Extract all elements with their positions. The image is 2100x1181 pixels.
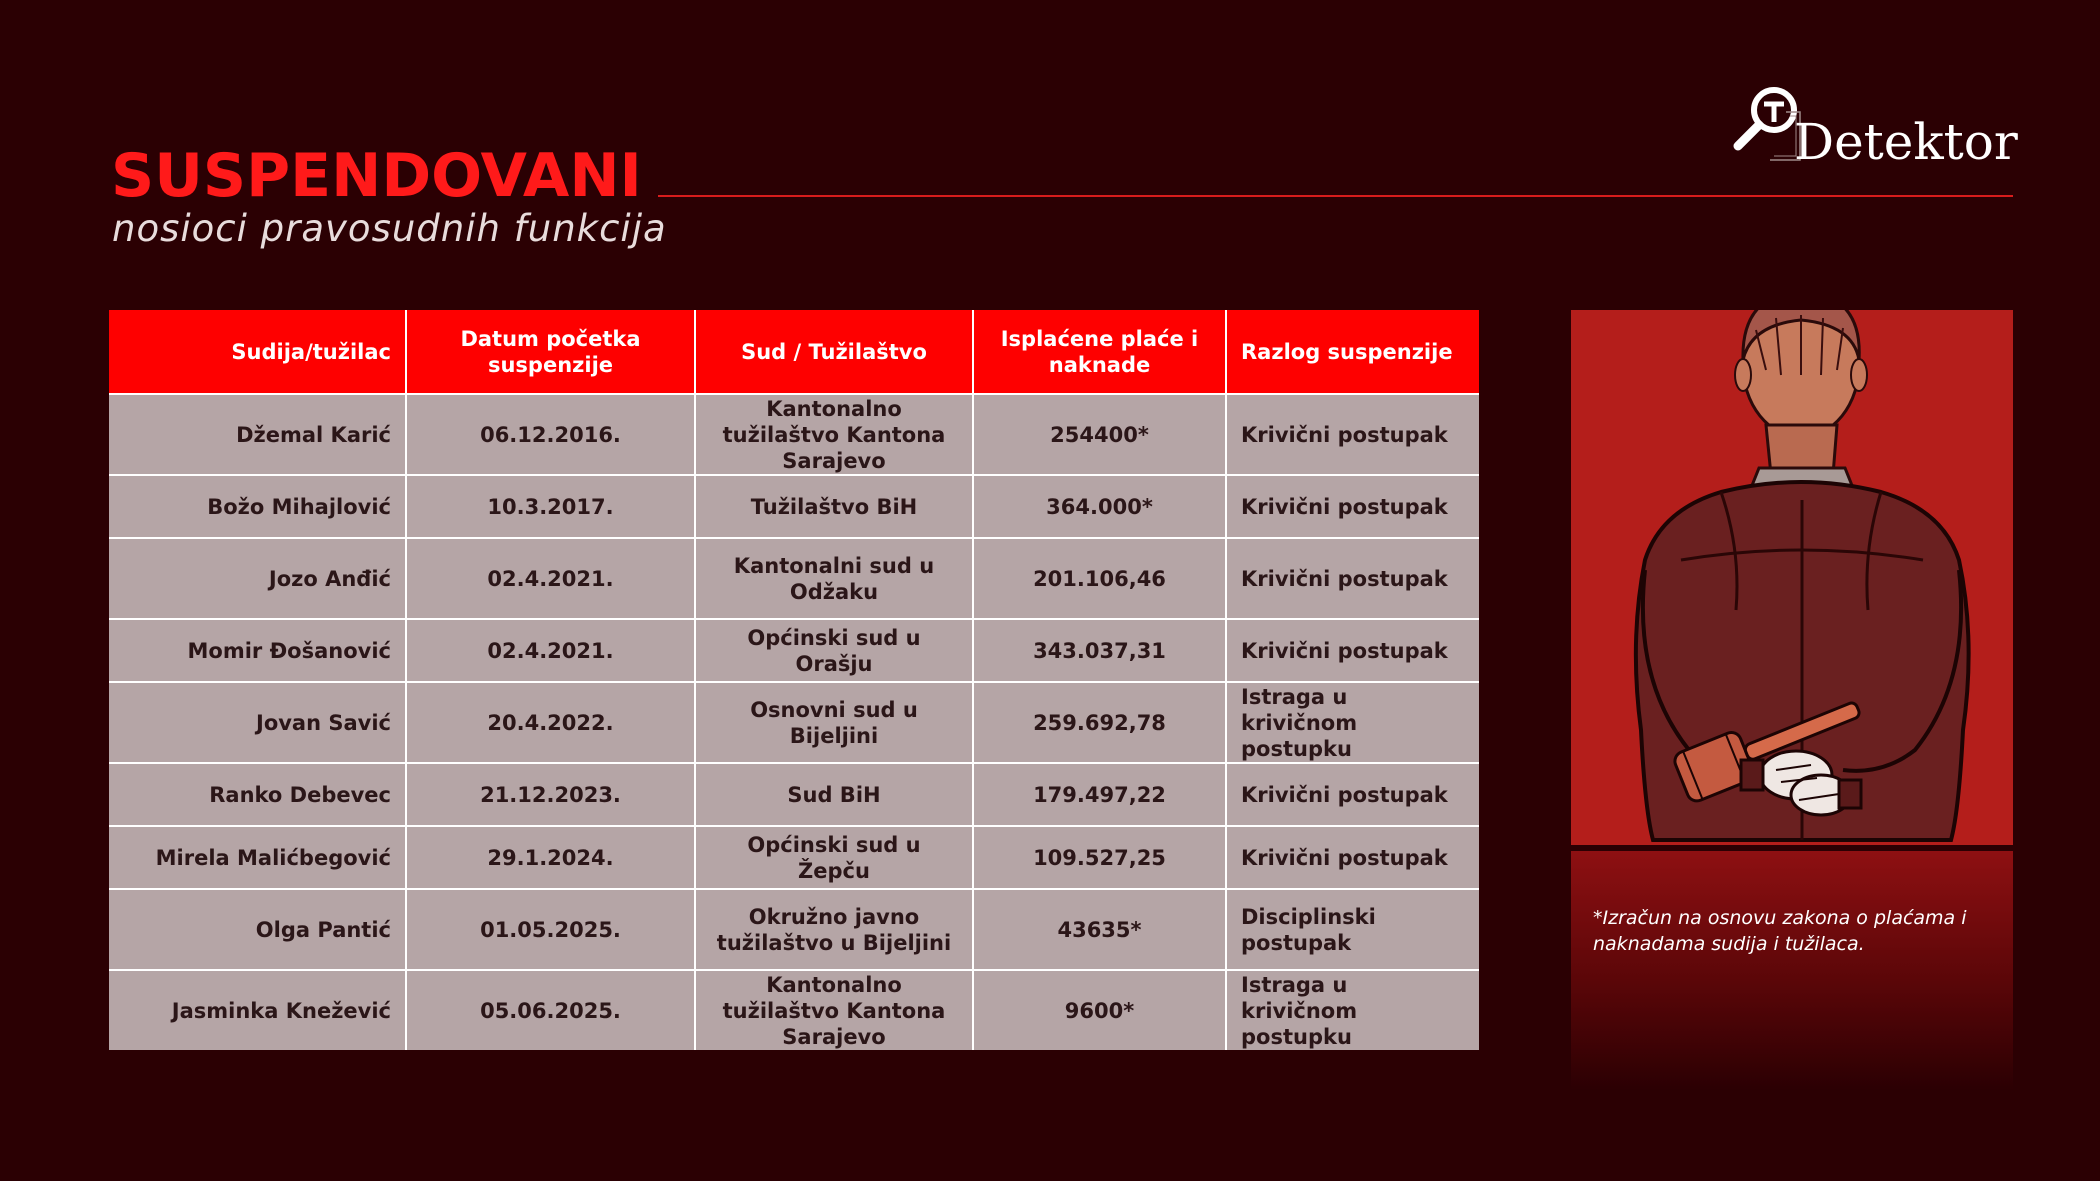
footnote-box: [1571, 851, 2013, 1090]
cell-reason: Krivični postupak: [1226, 475, 1479, 538]
cell-court: Kantonalno tužilaštvo Kantona Sarajevo: [695, 394, 973, 475]
cell-reason: Krivični postupak: [1226, 826, 1479, 889]
cell-name: Jovan Savić: [109, 682, 406, 763]
cell-paid: 259.692,78: [973, 682, 1226, 763]
cell-paid: 9600*: [973, 970, 1226, 1050]
judge-with-gavel-illustration: [1571, 310, 2013, 845]
cell-name: Božo Mihajlović: [109, 475, 406, 538]
table-row: [109, 619, 1479, 682]
cell-date: 02.4.2021.: [406, 619, 695, 682]
cell-reason: Krivični postupak: [1226, 394, 1479, 475]
cell-name: Jozo Anđić: [109, 538, 406, 619]
page-title: SUSPENDOVANI: [111, 141, 642, 211]
cell-date: 01.05.2025.: [406, 889, 695, 970]
table-row: [109, 970, 1479, 1050]
column-header-paid: Isplaćene plaće i naknade: [973, 310, 1226, 394]
table-row: [109, 682, 1479, 763]
cell-court: Općinski sud u Žepču: [695, 826, 973, 889]
cell-reason: Istraga u krivičnom postupku: [1226, 970, 1479, 1050]
cell-reason: Disciplinski postupak: [1226, 889, 1479, 970]
cell-court: Sud BiH: [695, 763, 973, 826]
footnote-text: *Izračun na osnovu zakona o plaćama i naknadama sudija i tužilaca.: [1593, 907, 1967, 955]
cell-name: Momir Đošanović: [109, 619, 406, 682]
cell-reason: Krivični postupak: [1226, 763, 1479, 826]
detektor-logo: [1730, 82, 2020, 172]
cell-court: Općinski sud u Orašju: [695, 619, 973, 682]
cell-court: Kantonalni sud u Odžaku: [695, 538, 973, 619]
cell-paid: 201.106,46: [973, 538, 1226, 619]
cell-reason: Krivični postupak: [1226, 538, 1479, 619]
cell-name: Mirela Malićbegović: [109, 826, 406, 889]
logo-wordmark: Detektor: [1794, 113, 2018, 171]
suspended-officials-table: [109, 310, 1479, 1050]
cell-court: Kantonalno tužilaštvo Kantona Sarajevo: [695, 970, 973, 1050]
table-row: [109, 475, 1479, 538]
cell-reason: Istraga u krivičnom postupku: [1226, 682, 1479, 763]
table-row: [109, 763, 1479, 826]
suspended-officials-table-wrap: [109, 310, 1479, 1050]
cell-date: 05.06.2025.: [406, 970, 695, 1050]
illustration-frame: [1571, 310, 2013, 845]
cell-name: Ranko Debevec: [109, 763, 406, 826]
table-row: [109, 889, 1479, 970]
cell-paid: 179.497,22: [973, 763, 1226, 826]
cell-date: 21.12.2023.: [406, 763, 695, 826]
page-subtitle: nosioci pravosudnih funkcija: [112, 207, 667, 250]
cell-date: 10.3.2017.: [406, 475, 695, 538]
cell-paid: 43635*: [973, 889, 1226, 970]
table-row: [109, 394, 1479, 475]
cell-court: Okružno javno tužilaštvo u Bijeljini: [695, 889, 973, 970]
cell-paid: 364.000*: [973, 475, 1226, 538]
cell-reason: Krivični postupak: [1226, 619, 1479, 682]
illustration-panel: [1571, 310, 2013, 1090]
column-header-date: Datum početka suspenzije: [406, 310, 695, 394]
title-divider: [658, 195, 2013, 197]
cell-paid: 343.037,31: [973, 619, 1226, 682]
table-row: [109, 826, 1479, 889]
cell-court: Osnovni sud u Bijeljini: [695, 682, 973, 763]
cell-date: 06.12.2016.: [406, 394, 695, 475]
cell-court: Tužilaštvo BiH: [695, 475, 973, 538]
cell-name: Džemal Karić: [109, 394, 406, 475]
cell-date: 29.1.2024.: [406, 826, 695, 889]
column-header-reason: Razlog suspenzije: [1226, 310, 1479, 394]
cell-paid: 254400*: [973, 394, 1226, 475]
cell-name: Jasminka Knežević: [109, 970, 406, 1050]
column-header-name: Sudija/tužilac: [109, 310, 406, 394]
column-header-court: Sud / Tužilaštvo: [695, 310, 973, 394]
table-row: [109, 538, 1479, 619]
cell-name: Olga Pantić: [109, 889, 406, 970]
cell-date: 02.4.2021.: [406, 538, 695, 619]
cell-date: 20.4.2022.: [406, 682, 695, 763]
table-header-row: [109, 310, 1479, 394]
cell-paid: 109.527,25: [973, 826, 1226, 889]
